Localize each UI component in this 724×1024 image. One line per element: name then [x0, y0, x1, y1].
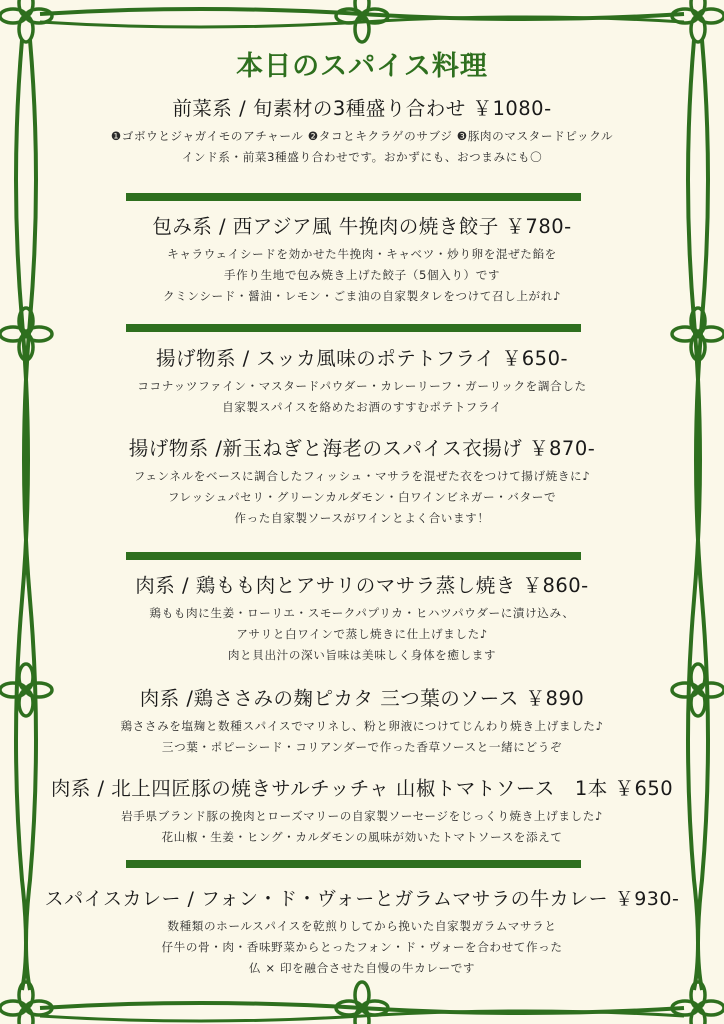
desc-line: 花山椒・生姜・ヒング・カルダモンの風味が効いたトマトソースを添えて — [161, 830, 563, 844]
desc-line: 鶏ささみを塩麹と数種スパイスでマリネし、粉と卵液につけてじんわり焼き上げました♪ — [120, 719, 604, 733]
item-heading: 肉系 / 鶏もも肉とアサリのマサラ蒸し焼き ￥860- — [135, 574, 589, 597]
desc-line: 鶏もも肉に生姜・ローリエ・スモークパプリカ・ヒハツパウダーに漬け込み、 — [149, 606, 575, 620]
desc-line: 手作り生地で包み焼き上げた餃子（5個入り）です — [223, 268, 501, 282]
item-description — [40, 806, 684, 848]
menu-item-potato-fry — [40, 346, 684, 418]
desc-line: 数種類のホールスパイスを乾煎りしてから挽いた自家製ガラムマサラと — [167, 919, 557, 933]
menu-item-chicken-piccata — [40, 686, 684, 758]
item-heading: 揚げ物系 /新玉ねぎと海老のスパイス衣揚げ ￥870- — [128, 437, 596, 460]
desc-line: 肉と貝出汁の深い旨味は美味しく身体を癒します — [227, 648, 497, 662]
item-description — [40, 376, 684, 418]
desc-line: クミンシード・醤油・レモン・ごま油の自家製タレをつけて召し上がれ♪ — [163, 289, 561, 303]
section-divider — [126, 324, 581, 332]
desc-line: 作った自家製ソースがワインとよく合います！ — [234, 511, 490, 525]
menu-item-dumpling — [40, 214, 684, 307]
desc-line: 仔牛の骨・肉・香味野菜からとったフォン・ド・ヴォーを合わせて作った — [161, 940, 563, 954]
desc-line: 岩手県ブランド豚の挽肉とローズマリーの自家製ソーセージをじっくり焼き上げました♪ — [121, 809, 603, 823]
menu-item-salsiccia — [40, 776, 684, 848]
item-heading: 肉系 /鶏ささみの麹ピカタ 三つ葉のソース ￥890 — [139, 687, 585, 710]
menu-item-appetizer — [40, 96, 684, 168]
desc-line: 仏 × 印を融合させた自慢の牛カレーです — [248, 961, 476, 975]
item-heading: 肉系 / 北上四匠豚の焼きサルチッチャ 山椒トマトソース 1本 ￥650 — [50, 777, 674, 800]
desc-line: フェンネルをベースに調合したフィッシュ・マサラを混ぜた衣をつけて揚げ焼きに♪ — [133, 469, 591, 483]
menu-item-beef-curry — [40, 886, 684, 979]
item-heading: 前菜系 / 旬素材の3種盛り合わせ ￥1080- — [172, 97, 552, 120]
item-description — [40, 603, 684, 666]
desc-line: インド系・前菜3種盛り合わせです。おかずにも、おつまみにも〇 — [181, 150, 543, 164]
desc-line: ❶ゴボウとジャガイモのアチャール ❷タコとキクラゲのサブジ ❸豚肉のマスタードピックル — [110, 129, 614, 143]
item-description — [40, 716, 684, 758]
section-divider — [126, 552, 581, 560]
page-title: 本日のスパイス料理 — [236, 51, 488, 82]
menu-item-chicken-masala — [40, 573, 684, 666]
section-divider — [126, 193, 581, 201]
item-description — [40, 244, 684, 307]
section-divider — [126, 860, 581, 868]
desc-line: キャラウェイシードを効かせた牛挽肉・キャベツ・炒り卵を混ぜた餡を — [167, 247, 557, 261]
desc-line: 三つ葉・ポピーシード・コリアンダーで作った香草ソースと一緒にどうぞ — [161, 740, 563, 754]
item-description — [40, 916, 684, 979]
item-heading: 揚げ物系 / スッカ風味のポテトフライ ￥650- — [155, 347, 569, 370]
desc-line: アサリと白ワインで蒸し焼きに仕上げました♪ — [236, 627, 488, 641]
item-description — [40, 126, 684, 168]
item-heading: 包み系 / 西アジア風 牛挽肉の焼き餃子 ￥780- — [152, 215, 572, 238]
menu-item-spice-fritter — [40, 436, 684, 529]
item-heading: スパイスカレー / フォン・ド・ヴォーとガラムマサラの牛カレー ￥930- — [44, 888, 680, 910]
desc-line: ココナッツファイン・マスタードパウダー・カレーリーフ・ガーリックを調合した — [137, 379, 587, 393]
item-description — [40, 466, 684, 529]
desc-line: 自家製スパイスを絡めたお酒のすすむポテトフライ — [222, 400, 502, 414]
desc-line: フレッシュパセリ・グリーンカルダモン・白ワインビネガー・バターで — [167, 490, 557, 504]
